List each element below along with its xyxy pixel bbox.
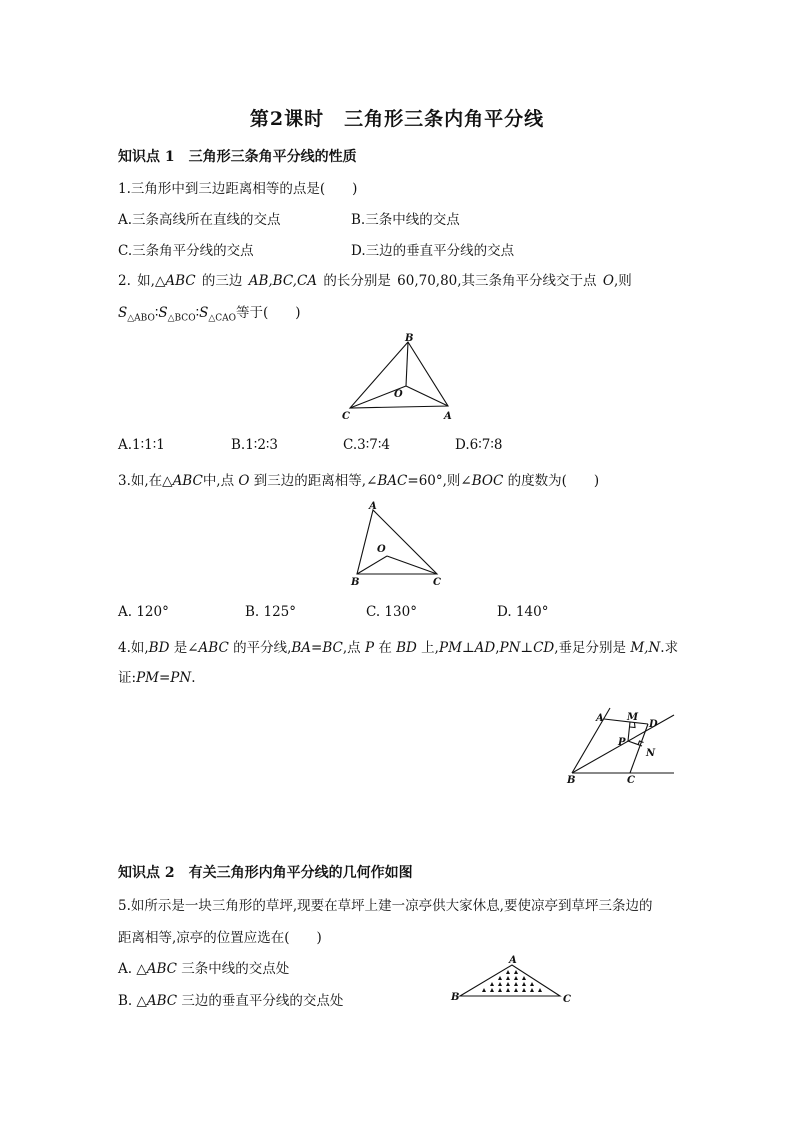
q2-label-c: C xyxy=(342,411,350,422)
q3-option-c: C. 130° xyxy=(366,604,417,620)
q2-option-a: A.1∶1∶1 xyxy=(118,437,165,453)
q2-label-b: B xyxy=(405,333,414,344)
q5-option-a: A. △ABC 三条中线的交点处 xyxy=(118,961,290,977)
q3-triangle-figure xyxy=(345,496,455,591)
q5-label-b: B xyxy=(451,992,460,1003)
q3-stem: 3.如,在△ABC中,点 O 到三边的距离相等,∠BAC=60°,则∠BOC 的度数为( ) xyxy=(118,473,600,489)
q4-stem-line2: 证:PM=PN. xyxy=(118,670,196,686)
q4-label-p: P xyxy=(618,737,626,748)
q3-option-d: D. 140° xyxy=(497,604,549,620)
q2-stem-line2: $S_{\triangle ABO}∶S_{\triangle BCO}∶S_{\triangle CAO}$等于( ) xyxy=(118,305,301,324)
q4-label-d: D xyxy=(649,719,658,730)
q2-triangle-figure xyxy=(330,330,470,425)
q5-grass-pattern xyxy=(482,970,542,992)
q1-option-a: A.三条高线所在直线的交点 xyxy=(118,212,281,228)
q3-option-b: B. 125° xyxy=(245,604,297,620)
q4-label-a: A xyxy=(596,713,604,724)
q2-stem-line1: 2. 如,△ABC 的三边 AB,BC,CA 的长分别是 60,70,80,其三条角平分线交于点 O,则 xyxy=(118,273,632,289)
q5-stem-line1: 5.如所示是一块三角形的草坪,现要在草坪上建一凉亭供大家休息,要使凉亭到草坪三条边的 xyxy=(118,898,653,914)
q2-option-d: D.6∶7∶8 xyxy=(455,437,503,453)
q3-option-a: A. 120° xyxy=(118,604,169,620)
q4-figure xyxy=(562,705,680,787)
q3-label-a: A xyxy=(369,501,377,512)
q5-label-c: C xyxy=(563,994,571,1005)
q1-option-d: D.三边的垂直平分线的交点 xyxy=(351,243,515,259)
q5-label-a: A xyxy=(509,955,517,966)
q4-label-m: M xyxy=(627,712,639,723)
q1-option-c: C.三条角平分线的交点 xyxy=(118,243,254,259)
q2-option-b: B.1∶2∶3 xyxy=(231,437,279,453)
q2-label-a: A xyxy=(444,411,452,422)
q5-stem-line2: 距离相等,凉亭的位置应选在( ) xyxy=(118,930,322,946)
q5-lawn-figure xyxy=(448,952,578,1008)
q4-stem-line1: 4.如,BD 是∠ABC 的平分线,BA=BC,点 P 在 BD 上,PM⊥AD,PN⊥CD,垂足分别是 M,N.求 xyxy=(118,640,679,656)
q1-option-b: B.三条中线的交点 xyxy=(351,212,460,228)
section2-heading: 知识点 2 有关三角形内角平分线的几何作如图 xyxy=(118,865,413,881)
q3-label-b: B xyxy=(351,577,360,588)
q3-label-o: O xyxy=(377,544,386,555)
section1-heading: 知识点 1 三角形三条角平分线的性质 xyxy=(118,149,357,165)
page-title: 第2课时 三角形三条内角平分线 xyxy=(249,108,545,130)
q4-label-n: N xyxy=(646,748,656,759)
q5-option-b: B. △ABC 三边的垂直平分线的交点处 xyxy=(118,993,344,1009)
q2-label-o: O xyxy=(394,389,403,400)
q4-label-b: B xyxy=(567,775,576,786)
q3-label-c: C xyxy=(433,577,441,588)
q2-option-c: C.3∶7∶4 xyxy=(343,437,390,453)
q4-label-c: C xyxy=(627,775,635,786)
q1-stem: 1.三角形中到三边距离相等的点是( ) xyxy=(118,181,358,197)
